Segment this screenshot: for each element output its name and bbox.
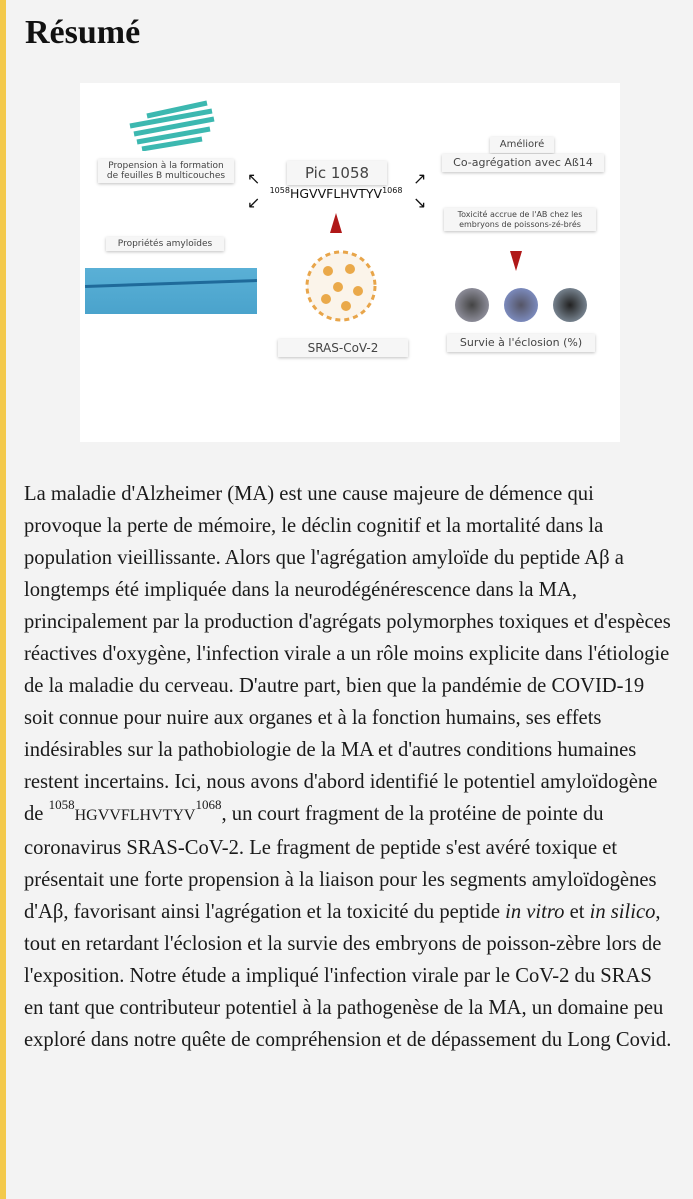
beta-sheet-structure-image [122,91,222,151]
abstract-text: La maladie d'Alzheimer (MA) est une cause majeure de démence qui provoque la perte de mémoire, le déclin cognitif et la mortalité dans la population vieillissante. Alors que l'agrégation amyloïde du peptide Aβ a longtemps été impliquée dans la neurodégénérescence dans la MA, principalement par la production d'agrégats polymorphes toxiques et d'espèces réactives d'oxygène, l'infection virale a un rôle moins explicite dans l'étiologie de la maladie du cerveau. D'autre part, bien que la pandémie de COVID-19 soit connue pour nuire aux organes et à la fonction humains, ses effets indésirables sur la pathobiologie de la MA et d'autres conditions humaines restent incertains. Ici, nous avons d'abord identifié le potentiel amyloïdogène de $^{1058}HGVVFLHVTYV^{1068}$, un court fragment de la protéine de pointe du coronavirus SRAS-CoV-2. Le fragment de peptide s'est avéré toxique et présentait une forte propension à la liaison pour les segments amyloïdogènes d'Aβ, favorisant ainsi l'agrégation et la toxicité du peptide in vitro et in silico, tout en retardant l'éclosion et la survie des embryons de poisson-zèbre lors de l'exposition. Notre étude a impliqué l'infection virale par le CoV-2 du SRAS en tant que contributeur potentiel à la pathogenèse de la MA, un domaine peu exploré dans notre quête de compréhension et de dépassement du Long Covid. [24,483,672,1051]
sequence-start: 1058 [48,797,75,812]
sequence-end: 1068 [195,797,222,812]
arrow-down-right-icon: ↘ [413,193,427,212]
coaggregation-label: Co-agrégation avec Aß14 [442,154,604,172]
enhanced-label: Amélioré [490,137,554,153]
sequence-label: $^{1058}HGVVFLHVTYV^{1068}$ [269,186,403,202]
sequence: HGVVFLHVTYV [74,807,196,824]
coronavirus-image [298,241,384,331]
amyloid-properties-label: Propriétés amyloïdes [106,237,224,251]
peak-label: Pic 1058 [287,161,387,185]
accent-border [0,0,6,1199]
toxicity-label: Toxicité accrue de l'AB chez les embryons de poissons-zé-brés [444,208,596,231]
survival-label: Survie à l'éclosion (%) [447,334,595,352]
zebrafish-embryo-image [553,288,587,322]
red-down-arrow-icon [510,251,522,271]
page-title: Résumé [25,14,141,51]
amyloid-fibril-image [85,268,257,314]
graphical-abstract [80,83,620,442]
arrow-down-left-icon: ↙ [247,193,261,212]
arrow-up-left-icon: ↖ [247,169,261,188]
arrow-up-right-icon: ↗ [413,169,427,188]
zebrafish-embryo-image [504,288,538,322]
virus-label: SRAS-CoV-2 [278,339,408,357]
propensity-label: Propension à la formation de feuilles B multicouches [98,159,234,183]
red-arrow-icon [330,213,342,233]
zebrafish-embryo-image [455,288,489,322]
